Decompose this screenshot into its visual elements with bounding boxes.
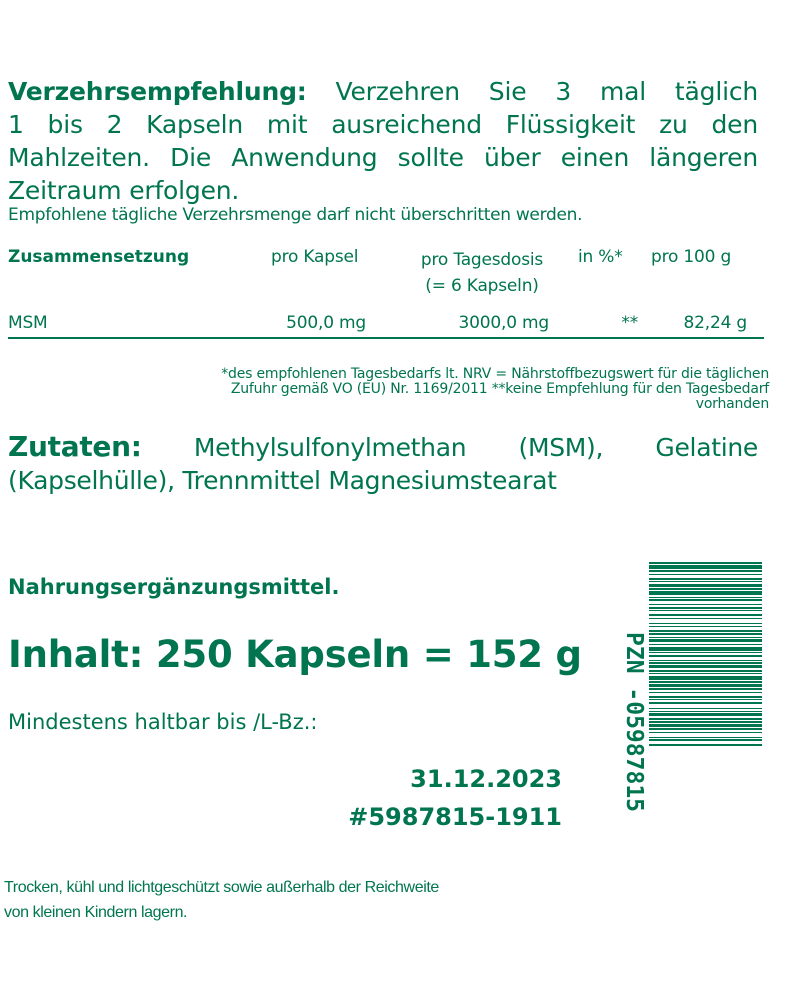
table-row: [8, 313, 764, 337]
ingredients-line1: Methylsulfonylmethan (MSM), Gelatine: [193, 433, 758, 462]
cell-name: MSM: [8, 313, 48, 333]
barcode-bar: [649, 744, 762, 746]
barcode-bar: [649, 623, 762, 624]
barcode-bar: [649, 597, 762, 598]
header-percent: in %*: [578, 247, 623, 267]
barcode-bar: [649, 639, 762, 642]
barcode-bar: [649, 681, 762, 683]
barcode-number: PZN -05987815: [621, 632, 647, 813]
header-per-day-line1: pro Tagesdosis: [420, 250, 544, 270]
table-divider: [8, 337, 764, 339]
barcode-bar: [649, 721, 762, 723]
barcode-bar: [649, 652, 762, 653]
storage-line2: von kleinen Kindern lagern.: [4, 904, 188, 921]
barcode-text-svg: [621, 562, 648, 862]
barcode-bar: [649, 655, 762, 657]
barcode-bar: [649, 699, 762, 700]
barcode-bar: [649, 724, 762, 727]
barcode-bar: [649, 618, 762, 619]
lot-number: #5987815-1911: [348, 803, 562, 831]
header-per-100g: pro 100 g: [651, 247, 732, 267]
dosage-label: Verzehrsempfehlung:: [8, 77, 307, 106]
barcode-bar: [649, 570, 762, 572]
barcode-bar: [649, 574, 762, 575]
barcode-bar: [649, 708, 762, 709]
barcode-bar: [649, 684, 762, 687]
header-per-capsule: pro Kapsel: [271, 247, 359, 267]
cell-per-day: 3000,0 mg: [458, 313, 549, 333]
barcode-bar: [649, 702, 762, 704]
barcode-bar: [649, 647, 762, 651]
barcode-bar: [649, 713, 762, 716]
cell-per-100g: 82,24 g: [683, 313, 747, 333]
barcode-bar: [649, 610, 762, 611]
barcode-bars: [649, 562, 762, 932]
barcode-bar: [649, 614, 762, 616]
barcode-bar: [649, 644, 762, 645]
barcode-bar: [649, 739, 762, 741]
storage-instructions: [4, 875, 439, 925]
barcode-bar: [649, 737, 762, 738]
barcode-bar: [649, 562, 762, 564]
barcode-bar: [649, 584, 762, 587]
table-header: [8, 247, 764, 296]
barcode-bar: [649, 662, 762, 664]
dosage-warning: Empfohlene tägliche Verzehrsmenge darf nicht überschritten werden.: [8, 205, 583, 225]
barcode-bar: [649, 604, 762, 605]
barcode: [612, 562, 762, 932]
barcode-bar: [649, 670, 762, 672]
header-per-day-line2: (= 6 Kapseln): [425, 276, 539, 296]
barcode-bar: [649, 637, 762, 638]
best-before-label: Mindestens haltbar bis /L-Bz.:: [8, 710, 318, 734]
barcode-bar: [649, 711, 762, 712]
barcode-bar: [649, 626, 762, 627]
content-amount: Inhalt: 250 Kapseln = 152 g: [8, 633, 582, 676]
storage-line1: Trocken, kühl und lichtgeschützt sowie außerhalb der Reichweite: [4, 879, 439, 896]
footnote-line1: *des empfohlenen Tagesbedarfs lt. NRV = Nährstoffbezugswert für die täglichen: [221, 366, 769, 382]
barcode-bar: [649, 630, 762, 632]
ingredients: [8, 430, 758, 497]
footnote: [40, 367, 769, 412]
composition-table: [8, 247, 764, 333]
cell-per-capsule: 500,0 mg: [286, 313, 366, 333]
barcode-bar: [649, 696, 762, 698]
barcode-bar: [649, 660, 762, 661]
dosage-text: 1 bis 2 Kapseln mit ausreichend Flüssigkeit zu den Mahlzeiten. Die Anwendung sollte über einen längeren Zeitraum erfolgen.: [8, 110, 758, 205]
barcode-bar: [649, 692, 762, 693]
header-per-day: [404, 247, 560, 299]
barcode-bar: [649, 591, 762, 595]
header-composition: Zusammensetzung: [8, 247, 190, 267]
footnote-line3: vorhanden: [695, 396, 769, 412]
cell-percent: **: [621, 313, 638, 333]
barcode-bar: [649, 581, 762, 582]
barcode-bar: [649, 588, 762, 590]
barcode-bar: [649, 718, 762, 720]
best-before-date: 31.12.2023: [410, 765, 562, 793]
footnote-line2: Zufuhr gemäß VO (EU) Nr. 1169/2011 **keine Empfehlung für den Tagesbedarf: [230, 381, 769, 397]
barcode-bar: [649, 665, 762, 668]
barcode-bar: [649, 688, 762, 690]
barcode-bar: [649, 578, 762, 580]
barcode-bar: [649, 633, 762, 635]
barcode-bar: [649, 607, 762, 609]
barcode-bar: [649, 732, 762, 733]
dosage-line1: Verzehren Sie 3 mal täglich: [335, 77, 759, 106]
ingredients-text: (Kapselhülle), Trennmittel Magnesiumstearat: [8, 466, 557, 495]
ingredients-label: Zutaten:: [8, 430, 142, 463]
barcode-bar: [649, 676, 762, 680]
barcode-bar: [649, 599, 762, 601]
barcode-text: [621, 562, 648, 862]
barcode-bar: [649, 728, 762, 730]
barcode-bar: [649, 673, 762, 674]
product-type: Nahrungsergänzungsmittel.: [8, 575, 340, 599]
barcode-bar: [649, 565, 762, 569]
dosage-recommendation: [8, 75, 758, 207]
